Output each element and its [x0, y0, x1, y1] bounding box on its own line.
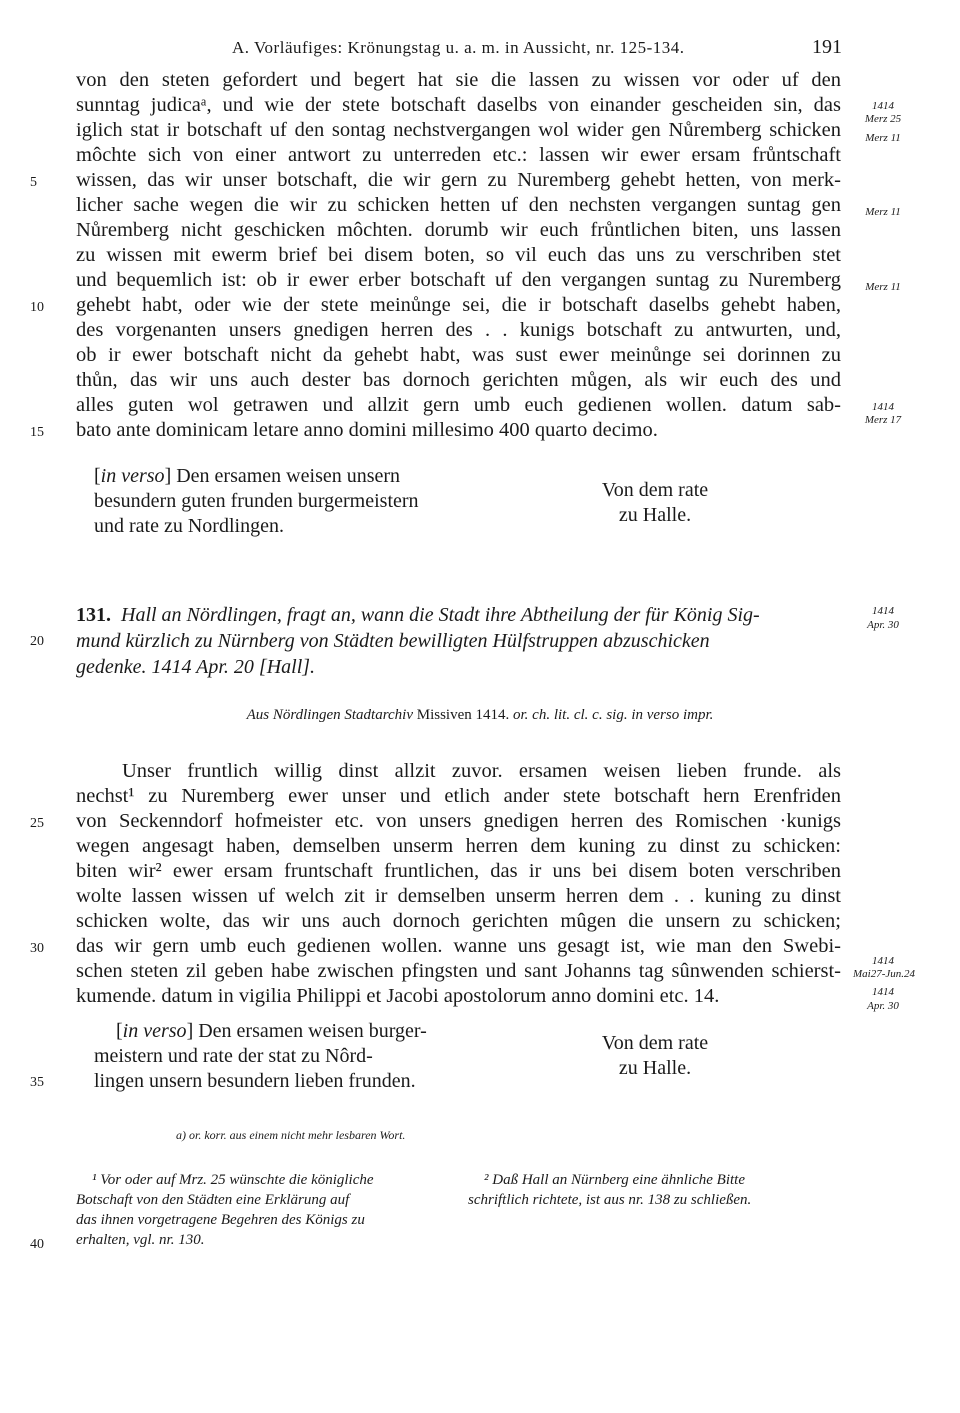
- running-header: [0, 36, 960, 60]
- text-line: wolte lassen wissen uf welch zit ir demselben unserm herren dem . . kuning zu dinst: [76, 885, 841, 907]
- text-line: von den steten gefordert und begert hat sie die lassen zu wissen vor oder uf den: [76, 69, 841, 91]
- margin-date: Merz 11: [865, 206, 901, 218]
- footnote-line: erhalten, vgl. nr. 130.: [76, 1232, 205, 1248]
- margin-date: Merz 11: [865, 132, 901, 144]
- doc-heading-line: gedenke. 1414 Apr. 20 [Hall].: [76, 656, 316, 678]
- line-number: 10: [30, 300, 44, 315]
- margin-date: Apr. 30: [867, 1000, 899, 1012]
- address-label: in verso: [100, 465, 165, 487]
- text-line: iglich stat ir botschaft uf den sontag nechstvergangen wol wider gen Nůremberg schicken: [76, 119, 841, 141]
- line-number: 25: [30, 816, 44, 831]
- sender-line: zu Halle.: [618, 1057, 692, 1079]
- text-line: schicken wolte, das wir uns auch dornoch gerichten mûgen die unsern zu schicken;: [76, 910, 841, 932]
- margin-date: Merz 17: [864, 414, 902, 426]
- text-line: bato ante dominicam letare anno domini millesimo 400 quarto decimo.: [76, 419, 658, 441]
- footnote-line: schriftlich richtete, ist aus nr. 138 zu schließen.: [468, 1192, 752, 1208]
- text-line: des vorgenanten unsers gnedigen herren des . . kunigs botschaft zu antwurten, und,: [76, 319, 841, 341]
- text-line: zu wissen mit ewerm brief bei disem boten, so vil euch das uns zu verschriben stet: [76, 244, 841, 266]
- line-number: 5: [30, 175, 37, 190]
- footnote-line: Botschaft von den Städten eine Erklärung auf: [76, 1192, 350, 1208]
- margin-date: Apr. 30: [867, 619, 899, 631]
- apparatus-note: a) or. korr. aus einem nicht mehr lesbaren Wort.: [176, 1128, 406, 1142]
- document-number: 131.: [76, 604, 111, 626]
- line-number: 40: [30, 1237, 44, 1252]
- sender-line: Von dem rate: [601, 479, 709, 501]
- line-number: 35: [30, 1075, 44, 1090]
- margin-date: 1414: [872, 401, 894, 413]
- text-line: schen steten zil geben habe zwischen pfingsten und sant Johanns tag sûnwenden schierst-: [76, 960, 841, 982]
- margin-date: 1414: [872, 605, 894, 617]
- text-line: gehebt habt, oder wie der stete meinůnge sei, die ir botschaft daselbs gehebt haben,: [76, 294, 841, 316]
- address-line: lingen unsern besundern lieben frunden.: [94, 1070, 416, 1092]
- source-note: Aus Nördlingen Stadtarchiv Missiven 1414. or. ch. lit. cl. c. sig. in verso impr.: [246, 707, 714, 723]
- doc-heading-line: mund kürzlich zu Nürnberg von Städten bewilligten Hülfstruppen abzuschicken: [76, 630, 710, 652]
- address-line: [in verso] Den ersamen weisen unsern: [94, 465, 401, 487]
- text-line: licher sache wegen die wir zu schicken hetten uf den nechsten vergangen suntag gen: [76, 194, 841, 216]
- address-line: und rate zu Nordlingen.: [94, 515, 284, 537]
- text-line: biten wir² ewer ersam fruntschaft fruntlichen, das ir uns bei disem boten verschriben: [76, 860, 841, 882]
- footnote-line: ¹ Vor oder auf Mrz. 25 wünschte die königliche: [92, 1172, 374, 1188]
- line-number: 30: [30, 941, 44, 956]
- text-line: ob ir ewer botschaft nicht da gehebt habt, was sust ewer meinůnge sei dorinnen zu: [76, 344, 841, 366]
- text-line: nechst¹ zu Nuremberg ewer unser und etlich ander stete botschaft hern Erenfriden: [76, 785, 841, 807]
- header-title: A. Vorläufiges: Krönungstag u. a. m. in Aussicht, nr. 125-134.: [232, 38, 685, 57]
- margin-date: 1414: [872, 986, 894, 998]
- page-number: 191: [812, 36, 842, 58]
- address-line: besundern guten frunden burgermeistern: [94, 490, 419, 512]
- footnote-line: ² Daß Hall an Nürnberg eine ähnliche Bitte: [484, 1172, 745, 1188]
- text-line: môchte sich von einer antwort zu unterreden etc.: lassen wir ewer ersam frůntschaft: [76, 144, 841, 166]
- sender-line: zu Halle.: [618, 504, 692, 526]
- sender-line: Von dem rate: [601, 1032, 709, 1054]
- line-number: 20: [30, 634, 44, 649]
- text-line: kumende. datum in vigilia Philippi et Jacobi apostolorum anno domini etc. 14.: [76, 985, 720, 1007]
- text-line: Nůremberg nicht geschicken môchten. dorumb wir euch frůntlichen biten, uns lassen: [76, 219, 841, 241]
- text-line: wegen angesagt haben, demselben unserm herren dem kuning zu dinst zu schicken:: [76, 835, 841, 857]
- text-line: thůn, das wir uns auch dester bas dornoch gerichten můgen, als wir euch des und: [76, 369, 841, 391]
- margin-date: Mai27-Jun.24: [852, 968, 915, 980]
- margin-date: Merz 25: [864, 113, 902, 125]
- text-line: das wir gern umb euch gedienen wollen. wanne uns gesagt ist, wie man den Swebi-: [76, 935, 841, 957]
- text-line: von Seckenndorf hofmeister etc. von unsers gnedigen herren des Romischen ·kunigs: [76, 810, 841, 832]
- text-line: wissen, das wir unser botschaft, die wir gern zu Nuremberg gehebt hetten, von merk-: [76, 169, 841, 191]
- doc-heading-line: 131. Hall an Nördlingen, fragt an, wann die Stadt ihre Abtheilung der für König Sig-: [76, 604, 760, 626]
- address-label: in verso: [122, 1020, 187, 1042]
- margin-date: 1414: [872, 100, 894, 112]
- text-line: und bequemlich ist: ob ir ewer erber botschaft uf den vergangen suntag zu Nuremberg: [76, 269, 841, 291]
- footnote-line: das ihnen vorgetragene Begehren des Königs zu: [76, 1212, 365, 1228]
- line-number: 15: [30, 425, 44, 440]
- margin-date: Merz 11: [865, 281, 901, 293]
- address-line: meistern und rate der stat zu Nôrd-: [94, 1045, 373, 1067]
- text-line: Unser fruntlich willig dinst allzit zuvor. ersamen weisen lieben frunde. als: [122, 760, 841, 782]
- margin-date: 1414: [872, 955, 894, 967]
- text-line: alles guten wol getrawen und allzit gern umb euch gedienen wollen. datum sab-: [76, 394, 841, 416]
- address-line: [in verso] Den ersamen weisen burger-: [116, 1020, 427, 1042]
- text-line: sunntag judicaᵃ, und wie der stete botschaft daselbs von einander gescheiden sin, das: [76, 94, 841, 116]
